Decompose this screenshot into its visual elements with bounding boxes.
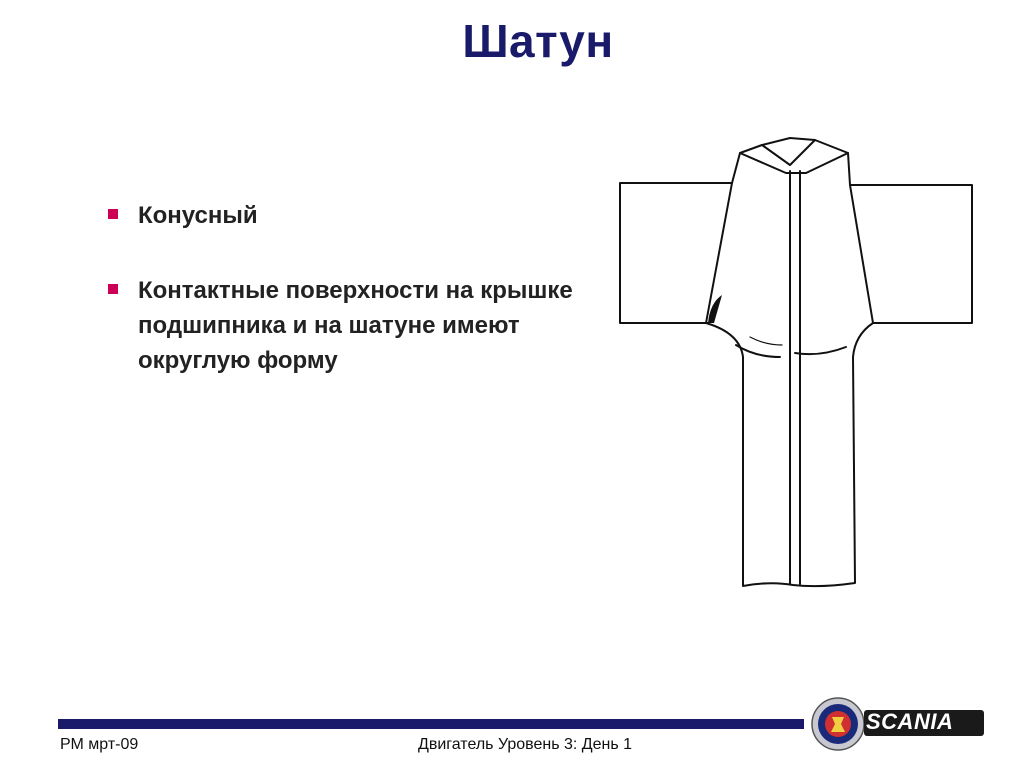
bullet-list bbox=[108, 198, 578, 418]
scania-wordmark: SCANIA bbox=[866, 709, 954, 734]
bullet-item-1 bbox=[108, 198, 578, 233]
slide-title bbox=[0, 14, 1024, 68]
footer-code: РМ мрт-09 bbox=[60, 736, 139, 753]
bullet-text-1: Конусный bbox=[138, 202, 258, 229]
bullet-text-2: Контактные поверхности на крышке подшипника и на шатуне имеют округлую форму bbox=[138, 277, 573, 374]
footer-bar bbox=[58, 719, 804, 729]
footer-course-info: Двигатель Уровень 3: День 1 bbox=[418, 736, 633, 753]
bullet-marker bbox=[108, 209, 118, 219]
bullet-item-2 bbox=[108, 273, 578, 378]
slide-title-text: Шатун bbox=[462, 15, 614, 67]
connecting-rod-drawing bbox=[610, 135, 980, 595]
bullet-marker bbox=[108, 284, 118, 294]
